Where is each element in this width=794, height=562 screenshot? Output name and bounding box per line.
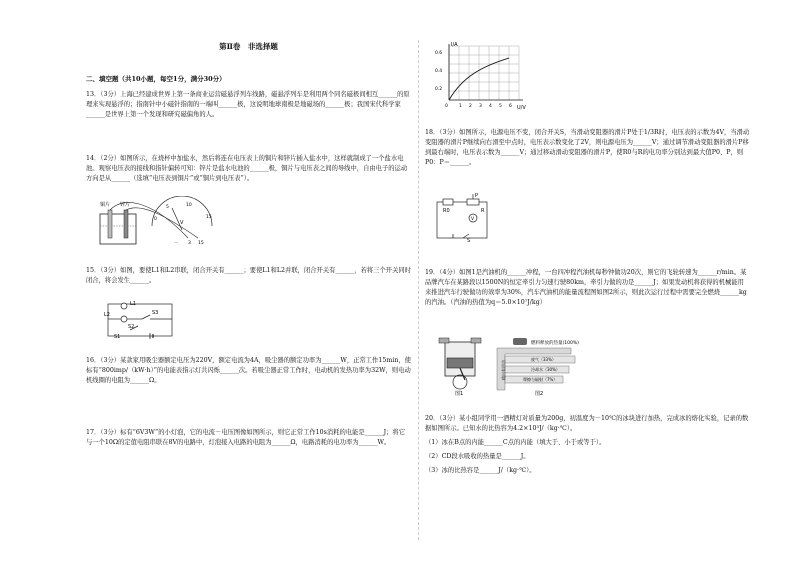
flow-exhaust-label: 废气（33%） [531, 357, 556, 362]
wire-zinc [126, 208, 198, 238]
voltmeter-symbol: V [180, 220, 184, 226]
engine-figure-1 [435, 336, 487, 396]
label-p: P [475, 193, 479, 199]
question-20-item-3: （3）冰的比热容是______J/（kg·℃）。 [425, 467, 536, 474]
label-r0: R0 [443, 208, 450, 214]
section-title: 第Ⅱ卷 非选择题 [219, 42, 278, 51]
label-s: S [467, 238, 471, 242]
copper-plate [108, 210, 112, 238]
iu-grid [449, 46, 519, 100]
iu-ylabel: I/A [451, 42, 458, 48]
flow-useful-label: 输出有用功 [501, 360, 506, 380]
valve-right [471, 338, 481, 343]
terminal-15: 15 [198, 241, 204, 246]
label-s1: S1 [114, 334, 121, 340]
fill-heading: 二、填空题（共10小题，每空1分，满分30分） [86, 75, 226, 83]
question-19-text: 19．（4分）如图1是汽油机的______冲程，一台四冲程汽油机每秒钟做功20次，则它的飞轮转速为______r/min。某品牌汽车在某路段以1500N的恒定牵引力匀速行驶80km，牵引力做的功是______J；如果发动机将获得的机械能用来推进汽车行驶做功的效率为30%，汽车汽油机的能量流程图如图2所示，则此次运行过程中需要完全燃烧______kg的汽油。（汽油的热值为q＝5.0×10⁷J/kg） [425, 269, 747, 306]
x-tick-3: 3 [479, 104, 482, 109]
terminal-minus: － [174, 241, 179, 246]
y-tick-06: 0.6 [435, 51, 443, 56]
question-16 [86, 356, 411, 386]
question-20 [425, 414, 750, 476]
circuit-18-figure [433, 192, 493, 242]
question-17 [86, 428, 411, 448]
circuit-15-figure [104, 300, 179, 340]
dial-tick-0: 0 [154, 217, 157, 222]
question-20-item-1: （1）冰在B点的内能______C点的内能（填大于、小于或等于）。 [425, 439, 606, 446]
x-tick-4: 4 [489, 104, 492, 109]
copper-label: 铜片 [100, 202, 111, 208]
question-15-text: 15．（3分）如图，要使L1和L2串联，闭合开关有______；要使L1和L2并联，闭合开关有______，若将三个开关同时闭合，将会发生______。 [86, 267, 411, 284]
lamp-l2 [121, 316, 127, 322]
question-18 [425, 128, 750, 168]
label-s3: S3 [152, 310, 159, 316]
label-r: R [481, 208, 485, 214]
label-v: V [471, 217, 475, 222]
engine-figure-2 [491, 336, 611, 396]
rheostat-r [467, 199, 479, 205]
question-17-text: 17．（3分）标有“6V3W”的小灯泡，它的电流－电压图像如图所示，则它正常工作10s消耗的电能是______J；将它与一个10Ω的定值电阻串联在8V的电路中，灯泡接入电路的电阻为______Ω，电路消耗的电功率为______W。 [86, 429, 405, 446]
iu-graph-figure [433, 38, 533, 116]
resistor-r0 [443, 199, 453, 205]
y-tick-04: 0.4 [435, 69, 443, 74]
question-20-intro: 20．（3分）某小组同学用一酒精灯对质量为200g，初温度为－10℃的冰块进行加热，完成冰的熔化实验，记录的数据如图所示。已知水的比热容为4.2×10³J/（kg·℃）。 [425, 415, 749, 432]
question-13 [86, 90, 411, 120]
label-s2: S2 [128, 324, 135, 330]
dial-tick-5: 5 [166, 205, 169, 210]
caption-fig2: 图2 [535, 391, 544, 396]
beaker [100, 214, 136, 244]
label-l1: L1 [130, 301, 136, 307]
question-16-text: 16．（3分）某款家用吸尘器额定电压为220V，额定电流为4A，吸尘器的额定功率为______W，正常工作15min，使标有“800imp/（kW·h）”的电能表指示灯共闪烁______次。若吸尘器正常工作时，电动机的发热功率为32W，则电动机线圈的电阻为______Ω。 [86, 357, 411, 384]
flow-coolant-label: 冷却水（30%） [531, 367, 560, 372]
x-tick-1: 1 [459, 104, 462, 109]
question-19 [425, 268, 750, 308]
question-13-text: 13．（3分）上海已经建成世界上第一条商业运营磁悬浮列车线路，磁悬浮列车是利用两个同名磁极间相互______的原理来实现悬浮的；指南针中小磁针指南的一端叫______极，这说明地球南极是地磁场的______极；我国宋代科学家______是世界上第一个发现和研究磁偏角的人。 [86, 91, 410, 118]
question-14 [86, 154, 411, 184]
y-tick-02: 0.2 [435, 87, 443, 92]
voltmeter-needle [172, 208, 182, 230]
terminal-3: 3 [188, 241, 191, 246]
zinc-label: 锌片 [120, 202, 131, 208]
caption-fig1: 图1 [455, 391, 464, 396]
question-18-text: 18．（3分）如图所示，电源电压不变，闭合开关S，当滑动变阻器的滑片P处于1/3R时，电压表的示数为4V，当滑动变阻器的滑片P继续向右滑至中点时，电压表示数变化了2V，则电源电压为______V；通过调节滑动变阻器的滑片P移到最右端时，电压表示数为______V；通过移动滑动变阻器的滑片P，使R0与R的电功率分别达到最大值P0、P，则P0：P＝______。 [425, 129, 750, 166]
column-divider [418, 40, 419, 540]
question-20-item-2: （2）CD段水吸收的热量是______J。 [425, 453, 530, 460]
energy-title: 燃料释放的热量(100%) [531, 341, 579, 346]
label-l2: L2 [104, 312, 110, 318]
iu-xlabel: U/V [517, 105, 526, 111]
car-icon [513, 338, 527, 345]
flow-friction-label: 摩擦与辐射（7%） [523, 377, 558, 382]
question-15 [86, 266, 411, 286]
lamp-l1 [121, 303, 127, 309]
dial-tick-15: 15 [206, 215, 212, 220]
x-tick-6: 6 [509, 104, 512, 109]
crankshaft [453, 375, 467, 389]
x-tick-5: 5 [499, 104, 502, 109]
valve-left [439, 338, 449, 343]
x-tick-0: 0 [445, 104, 448, 109]
salt-battery-figure [96, 196, 221, 246]
x-tick-2: 2 [469, 104, 472, 109]
piston [447, 358, 473, 368]
switch-s3 [142, 315, 150, 319]
dial-tick-10: 10 [186, 203, 192, 208]
question-14-text: 14．（2分）如图所示，在烧杯中加盐水，然后将连在电压表上的铜片和锌片插入盐水中，这样就制成了一个盐水电池。观察电压表的接线和指针偏转可知：锌片是盐水电池的______极，铜片与电压表之间的导线中，自由电子的运动方向是从______（选填“电压表到铜片”或“铜片到电压表”）。 [86, 155, 408, 182]
zinc-plate [124, 210, 128, 238]
